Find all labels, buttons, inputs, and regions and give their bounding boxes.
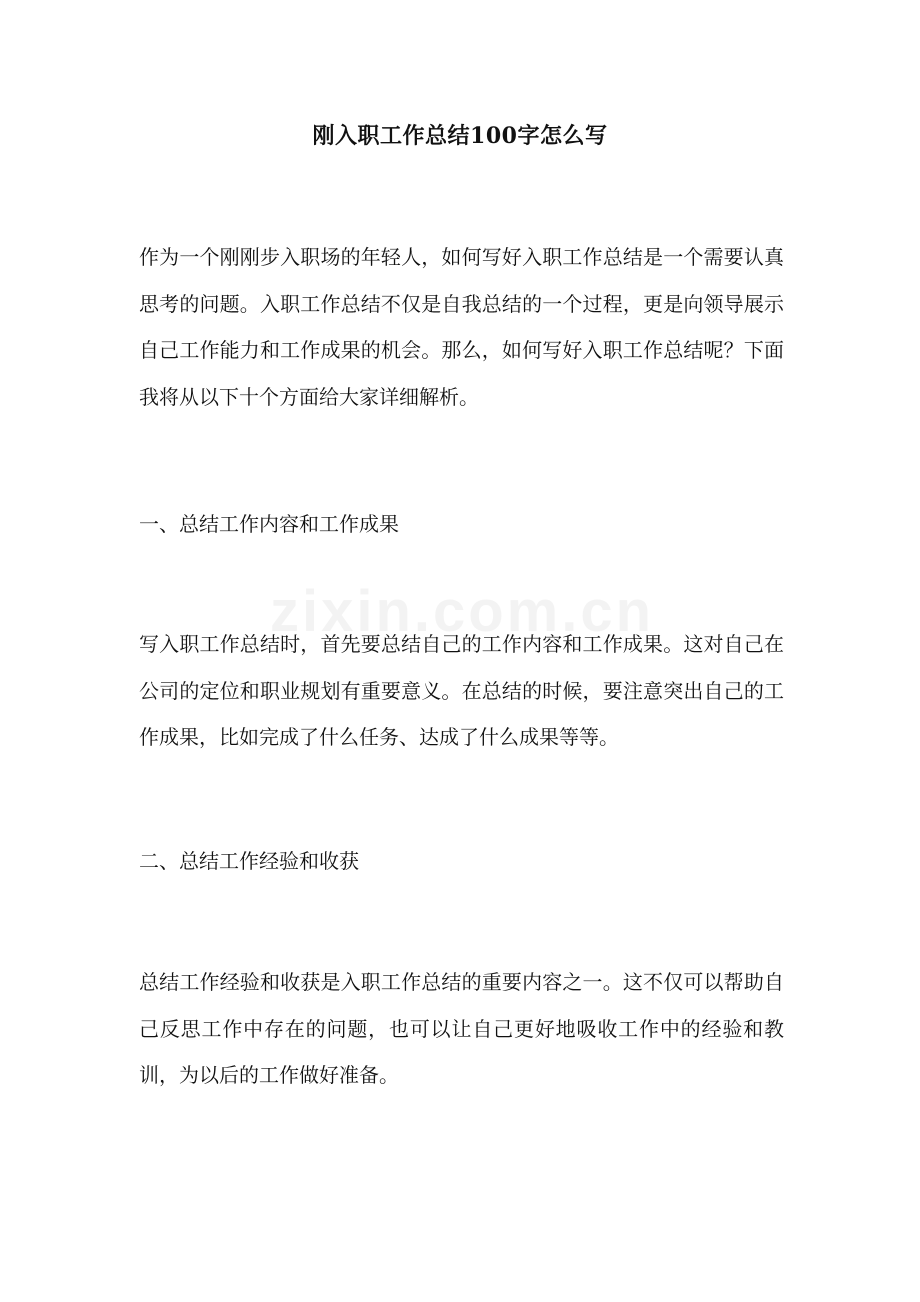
document-title: 刚入职工作总结100字怎么写: [312, 123, 608, 149]
watermark: zixin.com.cn: [269, 579, 655, 644]
intro-paragraph: 作为一个刚刚步入职场的年轻人，如何写好入职工作总结是一个需要认真思考的问题。入职工作总结不仅是自我总结的一个过程，更是向领导展示自己工作能力和工作成果的机会。那么，如何写好入职工作总结呢？下面我将从以下十个方面给大家详细解析。: [139, 245, 784, 409]
section-body-2: 总结工作经验和收获是入职工作总结的重要内容之一。这不仅可以帮助自己反思工作中存在的问题，也可以让自己更好地吸收工作中的经验和教训，为以后的工作做好准备。: [139, 970, 784, 1087]
section-heading-1: 一、总结工作内容和工作成果: [139, 512, 399, 536]
section-heading-2: 二、总结工作经验和收获: [139, 849, 359, 873]
section-body-1: 写入职工作总结时，首先要总结自己的工作内容和工作成果。这对自己在公司的定位和职业规划有重要意义。在总结的时候，要注意突出自己的工作成果，比如完成了什么任务、达成了什么成果等等。: [139, 632, 784, 749]
